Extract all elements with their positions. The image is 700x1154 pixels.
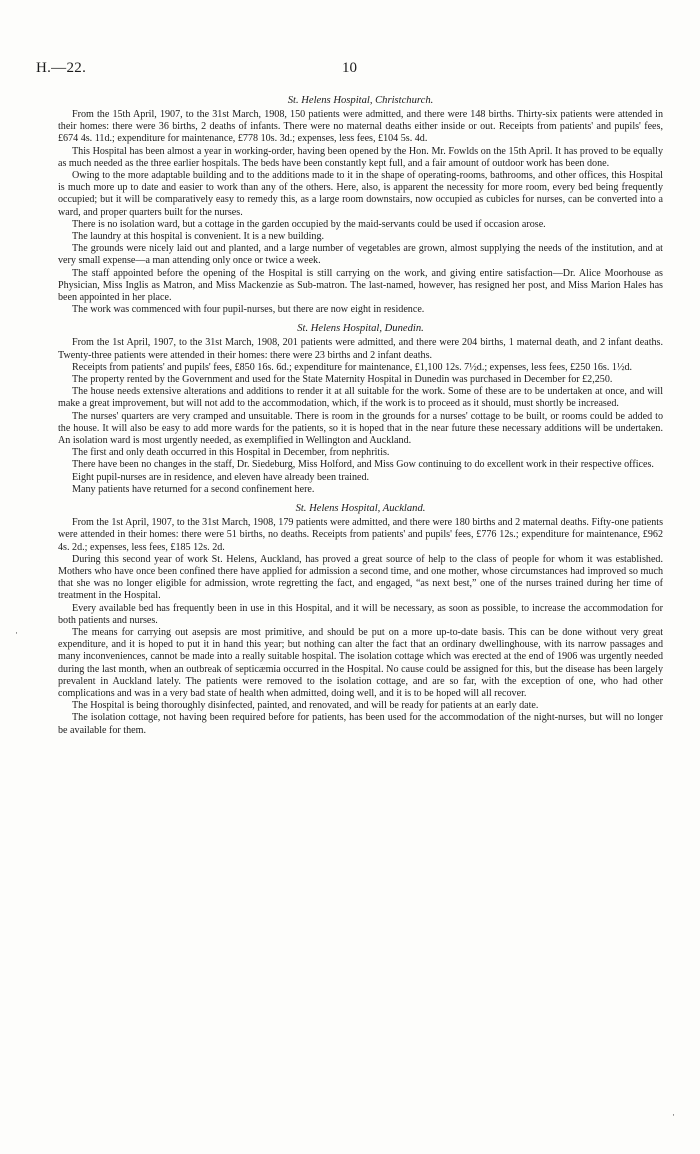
- section-auckland: [58, 502, 663, 737]
- margin-speck: ·: [672, 1110, 675, 1120]
- document-reference: H.—22.: [36, 60, 87, 76]
- paragraph: There is no isolation ward, but a cottage in the garden occupied by the maid-servants could be used if occasion arose.: [72, 218, 546, 230]
- paragraph: From the 15th April, 1907, to the 31st March, 1908, 150 patients were admitted, and there were 148 births. Thirty-six patients were attended in their homes: there were 36 births, 2 deaths of infants. There were no maternal deaths either inside or out. Receipts from patients' and pupils' fees, £674 4s. 11d.; expenditure for maintenance, £778 10s. 3d.; expenses, less fees, £104 5s. 4d.: [58, 109, 663, 145]
- section-title: St. Helens Hospital, Auckland.: [295, 503, 426, 515]
- paragraph: This Hospital has been almost a year in working-order, having been opened by the Hon. Mr. Fowlds on the 15th April. It has proved to be equally as much needed as the three earlier hospitals. The beds have been constantly kept full, and a fair amount of outdoor work has been done.: [58, 145, 663, 169]
- paragraph: Receipts from patients' and pupils' fees, £850 16s. 6d.; expenditure for maintenance, £1,100 12s. 7½d.; expenses, less fees, £250 16s. 1½d.: [72, 361, 633, 373]
- paragraph: Many patients have returned for a second confinement here.: [72, 483, 315, 495]
- paragraph: The Hospital is being thoroughly disinfected, painted, and renovated, and will be ready for patients at an early date.: [72, 700, 539, 712]
- paragraph: The work was commenced with four pupil-nurses, but there are now eight in residence.: [72, 304, 425, 316]
- paragraph: The house needs extensive alterations and additions to render it at all suitable for the work. Some of these are to be undertaken at once, and will make a great improvement, but will not add to the accommodation, which, if the work is to proceed as it should, must shortly be increased.: [58, 386, 663, 410]
- paragraph: The staff appointed before the opening of the Hospital is still carrying on the work, and giving entire satisfaction—Dr. Alice Moorhouse as Physician, Miss Inglis as Matron, and Miss Mackenzie as Sub-matron. The last-named, however, has resigned her post, and Miss Marion Hales has been appointed in her place.: [58, 267, 663, 304]
- section-title: St. Helens Hospital, Christchurch.: [287, 95, 434, 106]
- paragraph: The laundry at this hospital is convenient. It is a new building.: [72, 231, 325, 243]
- paragraph: From the 1st April, 1907, to the 31st March, 1908, 201 patients were admitted, and there were 204 births, 1 maternal death, and 2 infant deaths. Twenty-three patients were attended in their homes: there were 23 births and 2 infant deaths.: [58, 337, 663, 361]
- paragraph: The nurses' quarters are very cramped and unsuitable. There is room in the grounds for a nurses' cottage to be built, or rooms could be added to the house. It will also be easy to add more wards for the patients, so it is hoped that in the near future these necessary additions will be undertaken. An isolation ward is most urgently needed, as exemplified in Wellington and Auckland.: [58, 410, 663, 447]
- margin-speck: ·: [15, 628, 18, 638]
- document-body: [58, 94, 663, 737]
- paragraph: Eight pupil-nurses are in residence, and eleven have already been trained.: [72, 471, 370, 483]
- page-header: [36, 60, 664, 80]
- paragraph: Every available bed has frequently been in use in this Hospital, and it will be necessary, as soon as possible, to increase the accommodation for both patients and nurses.: [58, 602, 663, 626]
- section-dunedin: [58, 322, 663, 496]
- page-number: 10: [342, 60, 357, 76]
- paragraph: The means for carrying out asepsis are most primitive, and should be put on a more up-to-date basis. This can be done without very great expenditure, and it is hoped to put it in hand this year; but nothing can alter the fact that an ordinary dwellinghouse, with its narrow passages and many inconveniences, cannot be made into a really suitable hospital. The isolation cottage which was erected at the end of 1906 was urgently needed during the last month, when an outbreak of septicæmia occurred in the Hospital. No cause could be assigned for this, but the disease has been largely prevalent in Auckland lately. The patients were removed to the isolation cottage, and are so far, with the exception of one, who had other complications and was in a very bad state of health when admitted, doing well, and it is to be hoped will all recover.: [58, 626, 663, 699]
- paragraph: The grounds were nicely laid out and planted, and a large number of vegetables are grown, almost supplying the needs of the institution, and at very small expense—a man attending only once or twice a week.: [58, 243, 663, 267]
- paragraph: The property rented by the Government and used for the State Maternity Hospital in Dunedin was purchased in December for £2,250.: [72, 374, 613, 386]
- paragraph: The isolation cottage, not having been required before for patients, has been used for the accommodation of the night-nurses, but will no longer be available for them.: [58, 712, 663, 736]
- paragraph: During this second year of work St. Helens, Auckland, has proved a great source of help to the class of people for whom it was established. Mothers who have once been confined there have applied for admission a second time, and one mother, whose circumstances had improved so much that she was no longer eligible for admission, wrote regretting the fact, and engaged, “as next best,” one of the nurses trained during her time of treatment in the Hospital.: [58, 553, 663, 602]
- section-title: St. Helens Hospital, Dunedin.: [297, 323, 424, 335]
- section-christchurch: [58, 94, 663, 316]
- paragraph: There have been no changes in the staff, Dr. Siedeburg, Miss Holford, and Miss Gow continuing to do excellent work in their respective offices.: [72, 459, 654, 471]
- paragraph: Owing to the more adaptable building and to the additions made to it in the shape of operating-rooms, bathrooms, and other offices, this Hospital is much more up to date and easier to work than any of the others. Here, also, is apparent the necessity for more room, every bed being frequently occupied; but it will be comparatively easy to remedy this, as a large room downstairs, now occupied as cubicles for nurses, can be converted into a ward, and proper quarters built for the nurses.: [58, 170, 663, 218]
- paragraph: From the 1st April, 1907, to the 31st March, 1908, 179 patients were admitted, and there were 180 births and 2 maternal deaths. Fifty-one patients were attended in their homes: there were 51 births, no deaths. Receipts from patients' and pupils' fees, £776 12s.; expenditure for maintenance, £962 4s. 2d.; expenses, less fees, £185 12s. 2d.: [58, 517, 663, 553]
- paragraph: The first and only death occurred in this Hospital in December, from nephritis.: [72, 447, 390, 459]
